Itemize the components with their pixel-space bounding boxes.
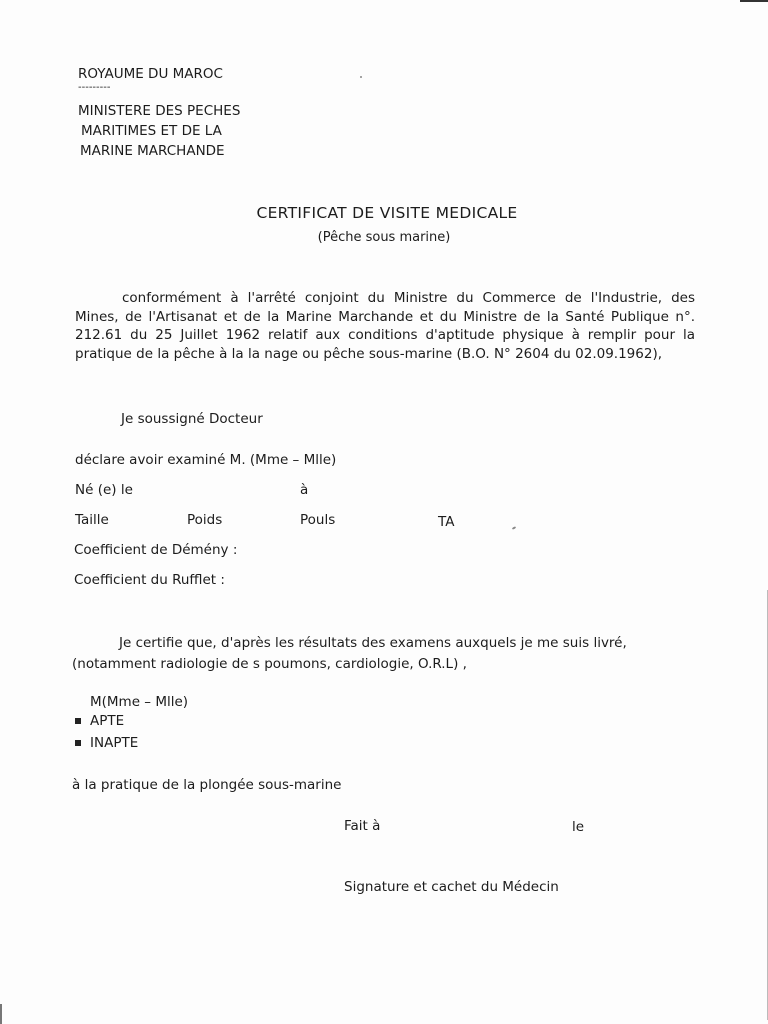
weight-label: Poids — [187, 512, 223, 528]
header-country: ROYAUME DU MAROC — [78, 66, 223, 82]
scan-edge-left — [0, 1004, 2, 1024]
rufflet-coefficient-label: Coefficient du Rufflet : — [74, 572, 225, 588]
born-label: Né (e) le — [75, 482, 133, 498]
option-bullet — [75, 718, 81, 724]
document-title: CERTIFICAT DE VISITE MEDICALE — [256, 204, 518, 222]
pulse-label: Pouls — [300, 512, 336, 528]
signature-label: Signature et cachet du Médecin — [344, 879, 559, 895]
purpose-line: à la pratique de la plongée sous-marine — [72, 777, 342, 793]
header-ministry-line2: MARITIMES ET DE LA — [81, 123, 222, 139]
header-ministry-line1: MINISTERE DES PECHES — [78, 103, 241, 119]
done-at-label: Fait à — [344, 818, 381, 834]
blood-pressure-label: TA — [438, 514, 455, 530]
height-label: Taille — [75, 512, 109, 528]
document-subtitle: (Pêche sous marine) — [317, 230, 451, 245]
preamble-paragraph: conformément à l'arrêté conjoint du Ministre du Commerce de l'Industrie, des Mines, de l'Artisanat et de la Marine Marchande et du Ministre de la Santé Publique n°. 212.61 du 25 Juillet 1962 relatif aux conditions d'aptitude physique à remplir pour la pratique de la pêche à la la nage ou pêche sous-marine (B.O. N° 2604 du 02.09.1962), — [75, 290, 695, 362]
birthplace-label: à — [300, 482, 309, 498]
header-separator: --------- — [78, 82, 111, 93]
demeny-coefficient-label: Coefficient de Démény : — [74, 542, 238, 558]
scan-speck — [512, 526, 516, 530]
date-label: le — [572, 819, 585, 835]
scan-speck — [360, 76, 362, 78]
subject-label: M(Mme – Mlle) — [90, 694, 189, 710]
option-inapte: INAPTE — [90, 735, 139, 751]
certification-paragraph: Je certifie que, d'après les résultats des examens auxquels je me suis livré, (notamment radiologie de s poumons, cardiologie, O.R.L) , — [72, 635, 627, 672]
option-bullet — [75, 740, 81, 746]
scan-edge-top — [740, 0, 768, 2]
doctor-label: Je soussigné Docteur — [121, 411, 263, 427]
header-ministry-line3: MARINE MARCHANDE — [80, 143, 225, 159]
option-apte: APTE — [90, 713, 125, 729]
examined-label: déclare avoir examiné M. (Mme – Mlle) — [75, 452, 337, 468]
